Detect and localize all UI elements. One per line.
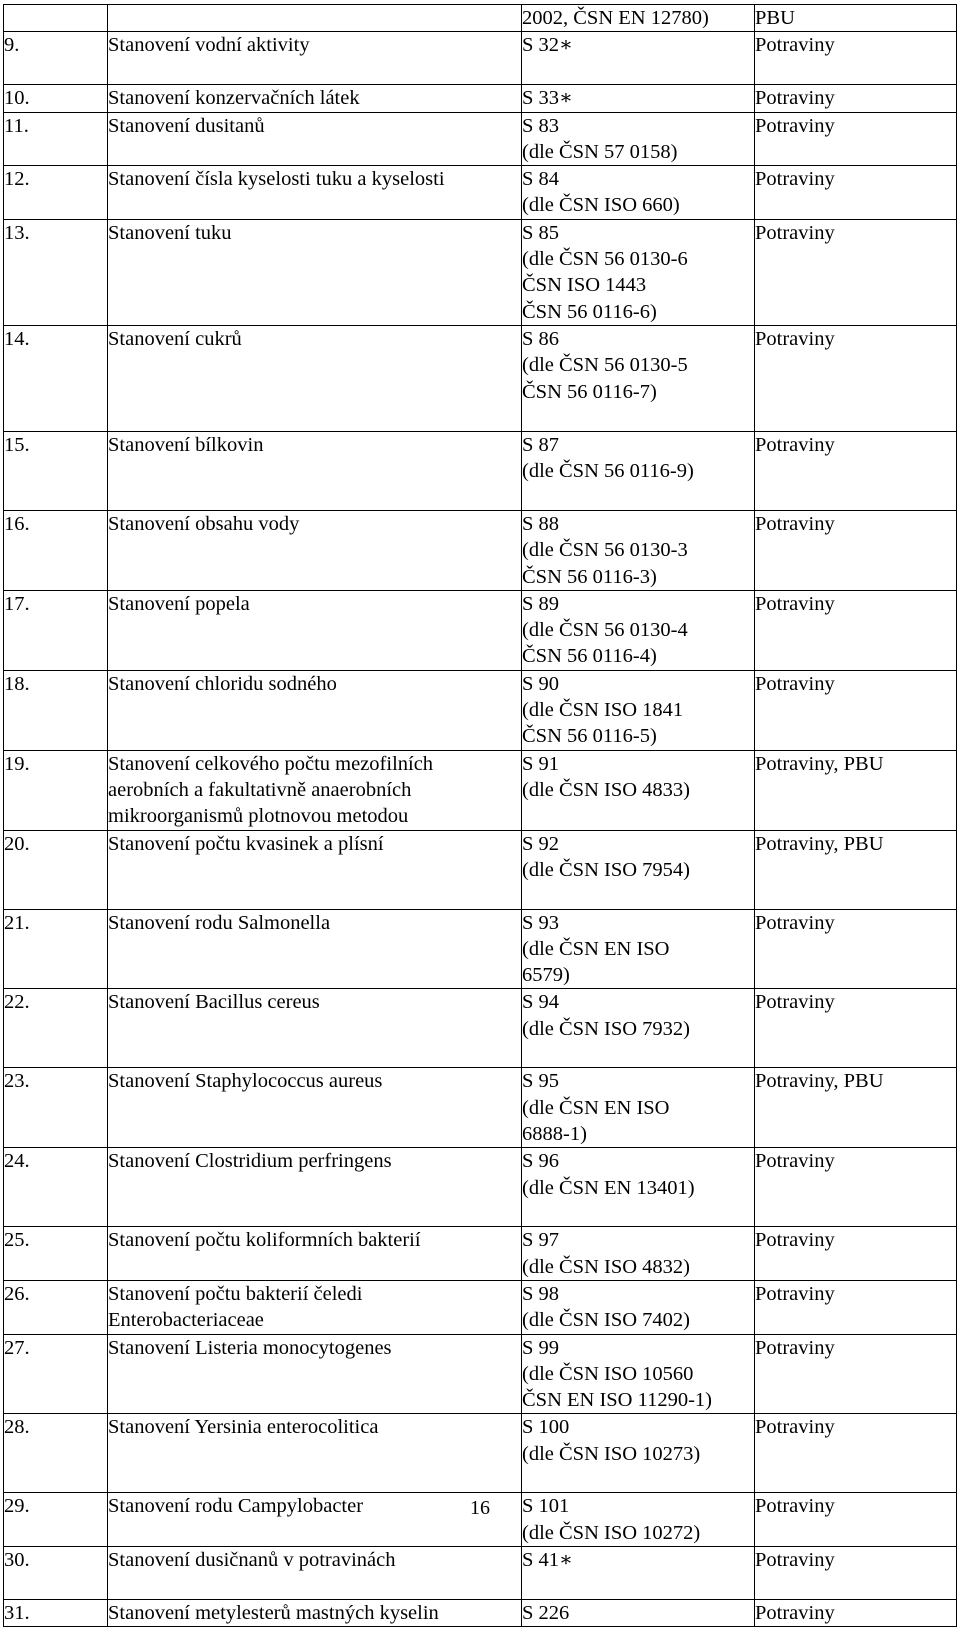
method-code-cell	[522, 750, 755, 830]
row-number-cell	[4, 590, 108, 670]
method-code-line: (dle ČSN 56 0116-9)	[522, 460, 694, 483]
method-code-cell	[522, 989, 755, 1068]
method-code-cell	[522, 1599, 755, 1626]
method-code-line: (dle ČSN 56 0130-6	[522, 248, 688, 271]
method-name-cell	[108, 166, 522, 220]
method-name-line: Stanovení Clostridium perfringens	[108, 1150, 392, 1173]
row-number-cell	[4, 830, 108, 909]
scope-cell	[755, 909, 957, 989]
scope-line: Potraviny	[755, 221, 835, 244]
scope-cell	[755, 510, 957, 590]
method-code-cell	[522, 32, 755, 85]
method-code-line: S 32∗	[522, 34, 573, 57]
table-row	[4, 166, 957, 220]
scope-cell	[755, 166, 957, 220]
method-name-line: Stanovení obsahu vody	[108, 512, 300, 535]
method-code-line: ČSN ISO 1443	[522, 274, 647, 297]
table-row	[4, 1068, 957, 1148]
table-row	[4, 112, 957, 166]
row-number-cell	[4, 750, 108, 830]
table-row	[4, 325, 957, 431]
method-code-line: (dle ČSN 57 0158)	[522, 140, 678, 163]
row-number-cell	[4, 85, 108, 112]
row-number-text: 17.	[4, 592, 30, 615]
method-name-cell	[108, 909, 522, 989]
scope-line: Potraviny	[755, 1495, 835, 1518]
row-number-text: 31.	[4, 1601, 30, 1624]
method-name-line: Stanovení rodu Salmonella	[108, 911, 331, 934]
row-number-cell	[4, 32, 108, 85]
scope-line: PBU	[755, 7, 795, 29]
method-code-cell	[522, 1280, 755, 1334]
method-name-cell	[108, 32, 522, 85]
table-row	[4, 1280, 957, 1334]
method-name-line: Stanovení Listeria monocytogenes	[108, 1336, 392, 1359]
row-number-text: 18.	[4, 672, 30, 695]
method-code-line: (dle ČSN ISO 10560	[522, 1362, 694, 1385]
scope-line: Potraviny	[755, 327, 835, 350]
row-number-text: 9.	[4, 34, 20, 57]
method-code-line: S 99	[522, 1336, 560, 1359]
method-code-line: (dle ČSN EN ISO	[522, 1096, 670, 1119]
method-code-line: (dle ČSN 56 0130-3	[522, 539, 688, 562]
table-row	[4, 85, 957, 112]
method-name-cell	[108, 325, 522, 431]
method-code-cell	[522, 1414, 755, 1493]
method-code-cell	[522, 1068, 755, 1148]
method-name-line: Stanovení Staphylococcus aureus	[108, 1070, 383, 1093]
method-name-cell	[108, 431, 522, 510]
method-name-line: mikroorganismů plotnovou metodou	[108, 805, 409, 828]
scope-line: Potraviny	[755, 1150, 835, 1173]
method-code-cell	[522, 219, 755, 325]
method-code-line: S 98	[522, 1282, 560, 1305]
method-name-line: Stanovení počtu koliformních bakterií	[108, 1229, 421, 1252]
scope-cell	[755, 112, 957, 166]
method-code-line: ČSN 56 0116-4)	[522, 645, 657, 668]
method-code-line: S 83	[522, 114, 560, 137]
row-number-text: 11.	[4, 114, 29, 137]
method-name-line: Stanovení popela	[108, 592, 250, 615]
scope-cell	[755, 32, 957, 85]
method-name-cell	[108, 5, 522, 32]
method-code-line: S 96	[522, 1150, 560, 1173]
scope-line: Potraviny	[755, 1548, 835, 1571]
row-number-text: 28.	[4, 1416, 30, 1439]
scope-line: Potraviny, PBU	[755, 832, 884, 855]
method-code-line: (dle ČSN ISO 1841	[522, 699, 684, 722]
method-name-cell	[108, 1546, 522, 1599]
row-number-cell	[4, 112, 108, 166]
method-code-cell	[522, 5, 755, 32]
scope-cell	[755, 1148, 957, 1227]
scope-cell	[755, 325, 957, 431]
method-name-line: Stanovení čísla kyselosti tuku a kyselosti	[108, 168, 445, 191]
row-number-text: 29.	[4, 1495, 30, 1518]
method-name-line: Stanovení tuku	[108, 221, 232, 244]
scope-line: Potraviny	[755, 1601, 835, 1624]
scope-cell	[755, 85, 957, 112]
method-name-line: Stanovení konzervačních látek	[108, 87, 360, 110]
method-code-line: (dle ČSN ISO 660)	[522, 194, 680, 217]
method-code-cell	[522, 112, 755, 166]
scope-line: Potraviny	[755, 1282, 835, 1305]
method-code-line: 6579)	[522, 964, 570, 987]
row-number-cell	[4, 510, 108, 590]
method-code-line: S 33∗	[522, 87, 573, 110]
method-code-line: (dle ČSN 56 0130-5	[522, 354, 688, 377]
method-name-cell	[108, 219, 522, 325]
method-code-cell	[522, 166, 755, 220]
method-name-line: Stanovení celkového počtu mezofilních	[108, 752, 434, 775]
method-code-line: S 88	[522, 512, 560, 535]
row-number-cell	[4, 1546, 108, 1599]
scope-cell	[755, 1280, 957, 1334]
scope-cell	[755, 750, 957, 830]
table-row	[4, 1334, 957, 1414]
row-number-cell	[4, 1599, 108, 1626]
method-name-line: Stanovení dusitanů	[108, 114, 265, 137]
method-code-line: (dle ČSN EN ISO	[522, 937, 670, 960]
row-number-text: 16.	[4, 512, 30, 535]
method-code-line: (dle ČSN ISO 10273)	[522, 1442, 701, 1465]
method-code-cell	[522, 590, 755, 670]
scope-line: Potraviny	[755, 1229, 835, 1252]
table-row	[4, 750, 957, 830]
method-code-line: S 84	[522, 168, 560, 191]
method-name-cell	[108, 989, 522, 1068]
row-number-cell	[4, 431, 108, 510]
row-number-cell	[4, 325, 108, 431]
scope-line: Potraviny	[755, 114, 835, 137]
row-number-text	[4, 5, 107, 31]
scope-line: Potraviny	[755, 592, 835, 615]
method-code-line: (dle ČSN ISO 7954)	[522, 858, 690, 881]
method-name-cell	[108, 1227, 522, 1281]
method-name-cell	[108, 750, 522, 830]
scope-line: Potraviny	[755, 433, 835, 456]
scope-line: Potraviny	[755, 1336, 835, 1359]
method-code-line: (dle ČSN ISO 10272)	[522, 1521, 701, 1544]
table-row	[4, 510, 957, 590]
scope-cell	[755, 989, 957, 1068]
method-code-line: S 93	[522, 911, 560, 934]
scope-cell	[755, 1599, 957, 1626]
method-code-cell	[522, 830, 755, 909]
method-code-line: (dle ČSN 56 0130-4	[522, 619, 688, 642]
method-code-line: S 87	[522, 433, 560, 456]
method-name-line: Stanovení Bacillus cereus	[108, 991, 320, 1014]
row-number-text: 10.	[4, 87, 30, 110]
row-number-text: 14.	[4, 327, 30, 350]
table-row	[4, 1414, 957, 1493]
method-code-line: (dle ČSN ISO 4833)	[522, 778, 690, 801]
row-number-cell	[4, 909, 108, 989]
method-code-line: S 85	[522, 221, 560, 244]
method-name-line: Stanovení chloridu sodného	[108, 672, 337, 695]
scope-cell	[755, 1334, 957, 1414]
row-number-text: 19.	[4, 752, 30, 775]
row-number-cell	[4, 1280, 108, 1334]
table-row	[4, 989, 957, 1068]
method-name-line: Stanovení cukrů	[108, 327, 242, 350]
scope-line: Potraviny	[755, 672, 835, 695]
scope-line: Potraviny	[755, 991, 835, 1014]
method-name-line: Stanovení Yersinia enterocolitica	[108, 1416, 379, 1439]
method-name-line: Stanovení počtu kvasinek a plísní	[108, 832, 384, 855]
method-code-line: (dle ČSN ISO 7932)	[522, 1017, 690, 1040]
method-name-cell	[108, 590, 522, 670]
scope-cell	[755, 1068, 957, 1148]
scope-cell	[755, 1227, 957, 1281]
method-code-line: ČSN EN ISO 11290-1)	[522, 1389, 713, 1412]
scope-cell	[755, 431, 957, 510]
method-name-cell	[108, 670, 522, 750]
methods-table	[3, 4, 957, 1627]
method-name-cell	[108, 1068, 522, 1148]
method-name-line: aerobních a fakultativně anaerobních	[108, 778, 412, 801]
method-code-line: ČSN 56 0116-5)	[522, 725, 657, 748]
method-code-line: S 41∗	[522, 1548, 573, 1571]
row-number-text: 22.	[4, 991, 30, 1014]
scope-cell	[755, 670, 957, 750]
method-code-line: S 226	[522, 1601, 570, 1624]
table-row	[4, 1599, 957, 1626]
method-code-line: ČSN 56 0116-7)	[522, 380, 657, 403]
table-row	[4, 32, 957, 85]
table-row	[4, 830, 957, 909]
method-code-cell	[522, 325, 755, 431]
row-number-text: 30.	[4, 1548, 30, 1571]
method-code-cell	[522, 431, 755, 510]
method-code-line: S 95	[522, 1070, 560, 1093]
method-name-line: Stanovení dusičnanů v potravinách	[108, 1548, 396, 1571]
table-row	[4, 5, 957, 32]
row-number-text: 25.	[4, 1229, 30, 1252]
method-code-line: S 94	[522, 991, 560, 1014]
method-code-line: (dle ČSN ISO 7402)	[522, 1309, 690, 1332]
method-name-line: Enterobacteriaceae	[108, 1309, 264, 1332]
method-code-line: S 90	[522, 672, 560, 695]
method-code-line: S 101	[522, 1495, 570, 1518]
table-row	[4, 1227, 957, 1281]
method-code-cell	[522, 1227, 755, 1281]
row-number-cell	[4, 1414, 108, 1493]
scope-line: Potraviny	[755, 34, 835, 57]
methods-table-body	[4, 5, 957, 1627]
row-number-cell	[4, 5, 108, 32]
method-name-cell	[108, 830, 522, 909]
method-code-line: S 86	[522, 327, 560, 350]
row-number-text: 20.	[4, 832, 30, 855]
method-name-line: Stanovení vodní aktivity	[108, 34, 310, 57]
method-code-cell	[522, 1148, 755, 1227]
method-name-line: Stanovení metylesterů mastných kyselin	[108, 1601, 439, 1624]
method-code-line: 6888-1)	[522, 1123, 587, 1146]
scope-line: Potraviny	[755, 1416, 835, 1439]
row-number-text: 21.	[4, 911, 30, 934]
method-name-cell	[108, 1280, 522, 1334]
row-number-cell	[4, 989, 108, 1068]
method-code-cell	[522, 670, 755, 750]
method-name-cell	[108, 1414, 522, 1493]
scope-cell	[755, 1546, 957, 1599]
method-name-cell	[108, 1148, 522, 1227]
method-code-line: 2002, ČSN EN 12780)	[522, 7, 709, 29]
scope-cell	[755, 590, 957, 670]
method-code-line: S 91	[522, 752, 560, 775]
row-number-text: 15.	[4, 433, 30, 456]
method-name-cell	[108, 510, 522, 590]
scope-cell	[755, 219, 957, 325]
table-row	[4, 1148, 957, 1227]
scope-line: Potraviny	[755, 512, 835, 535]
scope-line: Potraviny, PBU	[755, 752, 884, 775]
row-number-text: 27.	[4, 1336, 30, 1359]
row-number-cell	[4, 1227, 108, 1281]
method-code-line: S 92	[522, 832, 560, 855]
method-code-line: ČSN 56 0116-6)	[522, 300, 657, 323]
table-row	[4, 909, 957, 989]
table-row	[4, 431, 957, 510]
scope-cell	[755, 5, 957, 32]
scope-cell	[755, 830, 957, 909]
row-number-text: 23.	[4, 1070, 30, 1093]
scope-cell	[755, 1414, 957, 1493]
method-code-cell	[522, 85, 755, 112]
scope-line: Potraviny	[755, 168, 835, 191]
row-number-text: 26.	[4, 1282, 30, 1305]
method-code-line: ČSN 56 0116-3)	[522, 565, 657, 588]
method-name-line: Stanovení počtu bakterií čeledi	[108, 1282, 363, 1305]
scope-line: Potraviny	[755, 87, 835, 110]
method-name-line	[108, 5, 521, 31]
row-number-text: 13.	[4, 221, 30, 244]
method-name-cell	[108, 85, 522, 112]
method-code-line: S 89	[522, 592, 560, 615]
method-code-cell	[522, 1546, 755, 1599]
row-number-cell	[4, 1334, 108, 1414]
row-number-cell	[4, 670, 108, 750]
method-name-cell	[108, 1599, 522, 1626]
method-code-cell	[522, 510, 755, 590]
row-number-cell	[4, 1148, 108, 1227]
method-code-line: (dle ČSN ISO 4832)	[522, 1255, 690, 1278]
table-row	[4, 670, 957, 750]
method-name-line: Stanovení bílkovin	[108, 433, 264, 456]
scope-line: Potraviny	[755, 911, 835, 934]
method-code-line: (dle ČSN EN 13401)	[522, 1176, 695, 1199]
row-number-text: 24.	[4, 1150, 30, 1173]
table-row	[4, 219, 957, 325]
method-code-cell	[522, 1334, 755, 1414]
scope-line: Potraviny, PBU	[755, 1070, 884, 1093]
page-number: 16	[470, 1497, 490, 1519]
row-number-cell	[4, 166, 108, 220]
method-name-line: Stanovení rodu Campylobacter	[108, 1495, 364, 1518]
table-row	[4, 1546, 957, 1599]
row-number-cell	[4, 1068, 108, 1148]
method-name-cell	[108, 1334, 522, 1414]
method-code-line: S 100	[522, 1416, 570, 1439]
row-number-text: 12.	[4, 168, 30, 191]
method-code-line: S 97	[522, 1229, 560, 1252]
method-name-cell	[108, 112, 522, 166]
row-number-cell	[4, 219, 108, 325]
table-row	[4, 590, 957, 670]
method-code-cell	[522, 909, 755, 989]
